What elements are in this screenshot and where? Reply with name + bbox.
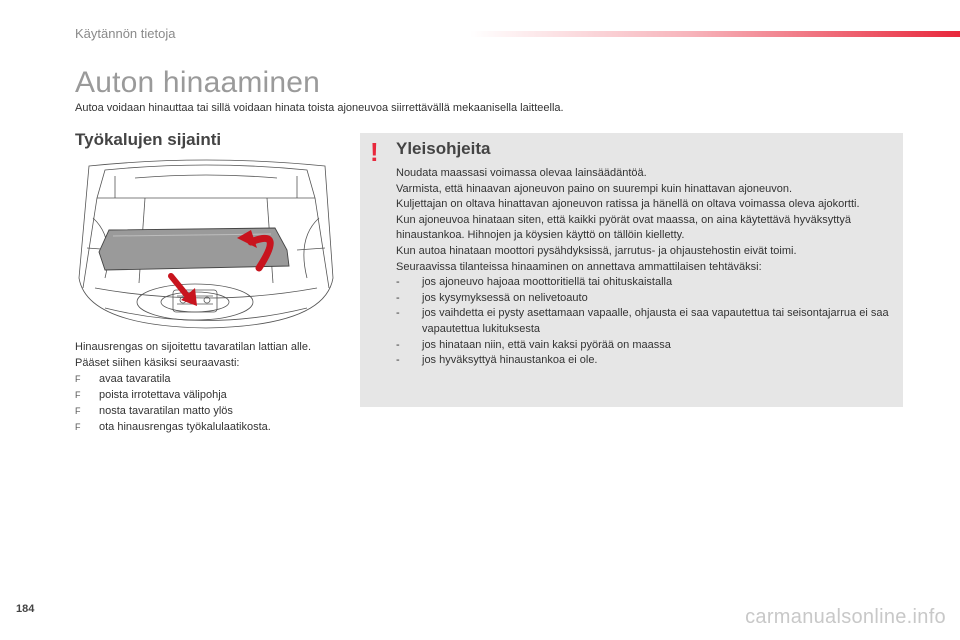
dash-icon: - — [396, 276, 400, 289]
warning-icon: ! — [370, 137, 379, 167]
case-text: jos kysymyksessä on nelivetoauto — [422, 291, 588, 304]
page-number: 184 — [16, 603, 35, 615]
general-paragraph: Kun ajoneuvoa hinataan siten, että kaikki pyörät ovat maassa, on aina käytettävä hyväksyttyä hinaustankoa. Hihnojen ja köysien käyttö on tällöin kielletty. — [396, 213, 851, 242]
bullet-icon: F — [75, 406, 81, 416]
tools-heading: Työkalujen sijainti — [75, 130, 222, 149]
list-item — [396, 338, 891, 354]
case-text: jos hyväksyttyä hinaustankoa ei ole. — [422, 354, 598, 367]
general-instructions-panel — [360, 133, 903, 407]
general-paragraph: Noudata maassasi voimassa olevaa lainsäädäntöä. — [396, 167, 647, 179]
bullet-icon: F — [75, 422, 81, 432]
watermark: carmanualsonline.info — [745, 606, 946, 628]
dash-icon: - — [396, 338, 400, 351]
step-text: poista irrotettava välipohja — [99, 389, 227, 401]
section-header-title: Käytännön tietoja — [75, 26, 176, 41]
tools-instructions — [75, 339, 345, 435]
intro-text: Autoa voidaan hinauttaa tai sillä voidaan hinata toista ajoneuvoa siirrettävällä mekaanisella laitteella. — [75, 102, 564, 114]
header-accent-bar — [470, 31, 960, 37]
list-item — [75, 371, 345, 387]
tools-line: Hinausrengas on sijoitettu tavaratilan lattian alle. — [75, 341, 312, 353]
step-text: ota hinausrengas työkalulaatikosta. — [99, 421, 271, 433]
general-paragraph: Kun autoa hinataan moottori pysähdyksissä, jarrutus- ja ohjaustehostin eivät toimi. — [396, 244, 797, 257]
dash-icon: - — [396, 291, 400, 304]
case-text: jos ajoneuvo hajoaa moottoritiellä tai ohituskaistalla — [422, 276, 673, 289]
list-item — [75, 403, 345, 419]
dash-icon: - — [396, 354, 400, 367]
general-paragraph: Kuljettajan on oltava hinattavan ajoneuvon ratissa ja hänellä on oltava voimassa oleva ajokortti. — [396, 198, 860, 211]
step-text: avaa tavaratila — [99, 373, 171, 385]
bullet-icon: F — [75, 374, 81, 384]
list-item — [396, 275, 891, 291]
list-item — [396, 306, 891, 337]
general-paragraph: Varmista, että hinaavan ajoneuvon paino on suurempi kuin hinattavan ajoneuvon. — [396, 182, 793, 195]
list-item — [75, 387, 345, 403]
trunk-illustration — [75, 158, 337, 332]
list-item — [396, 291, 891, 307]
page-title: Auton hinaaminen — [75, 66, 321, 99]
professional-cases-list — [396, 275, 891, 369]
general-paragraph: Seuraavissa tilanteissa hinaaminen on annettava ammattilaisen tehtäväksi: — [396, 260, 762, 273]
list-item — [75, 419, 345, 435]
step-text: nosta tavaratilan matto ylös — [99, 405, 233, 417]
bullet-icon: F — [75, 390, 81, 400]
general-body — [396, 166, 891, 369]
case-text: jos hinataan niin, että vain kaksi pyörää on maassa — [422, 338, 671, 351]
tools-line: Pääset siihen käsiksi seuraavasti: — [75, 357, 240, 369]
dash-icon: - — [396, 307, 400, 320]
case-text: jos vaihdetta ei pysty asettamaan vapaalle, ohjausta ei saa vapautettua tai seisontajarrua ei saa vapautettua lukituksesta — [422, 307, 889, 335]
list-item — [396, 353, 891, 369]
tools-steps-list — [75, 371, 345, 435]
general-heading: Yleisohjeita — [396, 139, 491, 158]
